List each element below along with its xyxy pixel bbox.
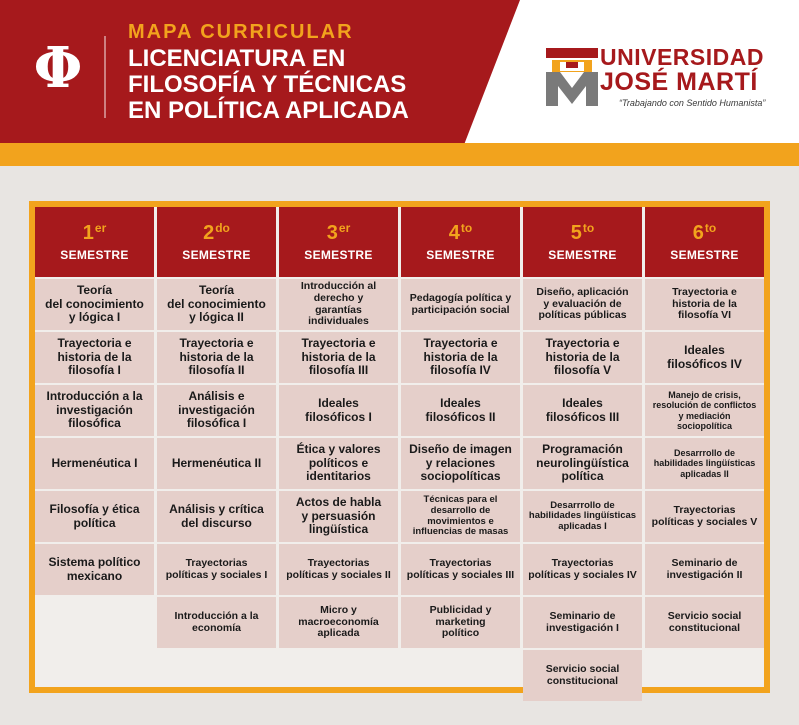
course-cell: Seminario de investigación I <box>523 597 642 648</box>
course-cell: Ideales filosóficos I <box>279 385 398 436</box>
semester-column-1 <box>35 207 154 687</box>
semester-number <box>401 217 520 244</box>
course-cell: Ética y valores políticos e identitarios <box>279 438 398 489</box>
course-cell: Seminario de investigación II <box>645 544 764 595</box>
header <box>0 0 799 150</box>
course-cell: Pedagogía política y participación social <box>401 279 520 330</box>
course-cell: Servicio social constitucional <box>523 650 642 701</box>
degree-title-line-1: LICENCIATURA EN <box>128 45 346 72</box>
course-cell: Análisis y crítica del discurso <box>157 491 276 542</box>
semester-label: SEMESTRE <box>182 248 251 262</box>
course-cell: Publicidad y marketing político <box>401 597 520 648</box>
course-cell: Técnicas para el desarrollo de movimientos e influencias de masas <box>401 491 520 542</box>
semester-header <box>401 207 520 277</box>
semester-label: SEMESTRE <box>670 248 739 262</box>
degree-title-line-3: EN POLÍTICA APLICADA <box>128 97 409 124</box>
semester-ordinal-suffix: do <box>215 221 230 235</box>
semester-header <box>645 207 764 277</box>
semester-ordinal-suffix: er <box>338 221 351 235</box>
course-cell: Diseño de imagen y relaciones sociopolíticas <box>401 438 520 489</box>
course-cell: Sistema político mexicano <box>35 544 154 595</box>
course-cell: Trayectorias políticas y sociales V <box>645 491 764 542</box>
header-divider <box>104 36 106 118</box>
semester-column-6 <box>645 207 764 687</box>
university-name-line-1: UNIVERSIDAD <box>600 44 764 70</box>
course-cell: Programación neurolingüística política <box>523 438 642 489</box>
course-cell: Desarrrollo de habilidades lingüísticas aplicadas I <box>523 491 642 542</box>
semester-ordinal-suffix: to <box>704 221 717 235</box>
course-cell: Análisis e investigación filosófica I <box>157 385 276 436</box>
course-cell: Trayectoria e historia de la filosofía II <box>157 332 276 383</box>
degree-title-line-2: FILOSOFÍA Y TÉCNICAS <box>128 71 407 98</box>
course-cell: Teoría del conocimiento y lógica I <box>35 279 154 330</box>
semester-number <box>645 217 764 244</box>
course-cell: Diseño, aplicación y evaluación de políticas públicas <box>523 279 642 330</box>
course-cell: Trayectorias políticas y sociales IV <box>523 544 642 595</box>
course-cell: Trayectoria e historia de la filosofía VI <box>645 279 764 330</box>
university-logo-icon <box>546 48 598 106</box>
semester-number <box>157 217 276 244</box>
course-cell: Ideales filosóficos IV <box>645 332 764 383</box>
semester-label: SEMESTRE <box>548 248 617 262</box>
semester-header <box>279 207 398 277</box>
course-cell: Filosofía y ética política <box>35 491 154 542</box>
course-cell: Trayectoria e historia de la filosofía V <box>523 332 642 383</box>
course-cell: Manejo de crisis, resolución de conflictos y mediación sociopolítica <box>645 385 764 436</box>
semester-number-value: 1 <box>82 222 94 244</box>
semester-label: SEMESTRE <box>426 248 495 262</box>
course-cell: Micro y macroeconomía aplicada <box>279 597 398 648</box>
gold-band <box>0 143 799 166</box>
course-cell: Trayectoria e historia de la filosofía I <box>35 332 154 383</box>
semester-ordinal-suffix: er <box>94 221 107 235</box>
semester-number-value: 6 <box>692 222 704 244</box>
semester-ordinal-suffix: to <box>460 221 473 235</box>
course-cell: Ideales filosóficos II <box>401 385 520 436</box>
course-cell: Ideales filosóficos III <box>523 385 642 436</box>
course-cell: Introducción a la investigación filosófica <box>35 385 154 436</box>
course-cell: Trayectorias políticas y sociales III <box>401 544 520 595</box>
course-cell: Actos de habla y persuasión lingüística <box>279 491 398 542</box>
course-cell: Introducción al derecho y garantías individuales <box>279 279 398 330</box>
course-cell: Introducción a la economía <box>157 597 276 648</box>
course-cell: Servicio social constitucional <box>645 597 764 648</box>
course-cell: Trayectorias políticas y sociales I <box>157 544 276 595</box>
semester-number-value: 2 <box>203 222 215 244</box>
semester-column-4 <box>401 207 520 687</box>
semester-number-value: 5 <box>570 222 582 244</box>
course-cell: Hermenéutica I <box>35 438 154 489</box>
course-cell: Desarrrollo de habilidades lingüísticas aplicadas II <box>645 438 764 489</box>
semester-number <box>35 217 154 244</box>
semester-header <box>523 207 642 277</box>
header-kicker: MAPA CURRICULAR <box>128 21 354 43</box>
semester-label: SEMESTRE <box>60 248 129 262</box>
university-name-line-2: JOSÉ MARTÍ <box>600 68 758 96</box>
semester-header <box>35 207 154 277</box>
course-cell: Teoría del conocimiento y lógica II <box>157 279 276 330</box>
semester-ordinal-suffix: to <box>582 221 595 235</box>
semester-number-value: 4 <box>448 222 460 244</box>
course-cell: Hermenéutica II <box>157 438 276 489</box>
course-cell: Trayectoria e historia de la filosofía IV <box>401 332 520 383</box>
semester-column-2 <box>157 207 276 687</box>
course-cell: Trayectorias políticas y sociales II <box>279 544 398 595</box>
phi-symbol-icon: Φ <box>33 35 83 101</box>
semester-number <box>279 217 398 244</box>
semester-number-value: 3 <box>326 222 338 244</box>
university-slogan: “Trabajando con Sentido Humanista” <box>619 98 766 108</box>
semester-column-5 <box>523 207 642 687</box>
semester-column-3 <box>279 207 398 687</box>
curriculum-grid <box>29 201 770 693</box>
semester-number <box>523 217 642 244</box>
course-cell: Trayectoria e historia de la filosofía III <box>279 332 398 383</box>
semester-header <box>157 207 276 277</box>
semester-label: SEMESTRE <box>304 248 373 262</box>
